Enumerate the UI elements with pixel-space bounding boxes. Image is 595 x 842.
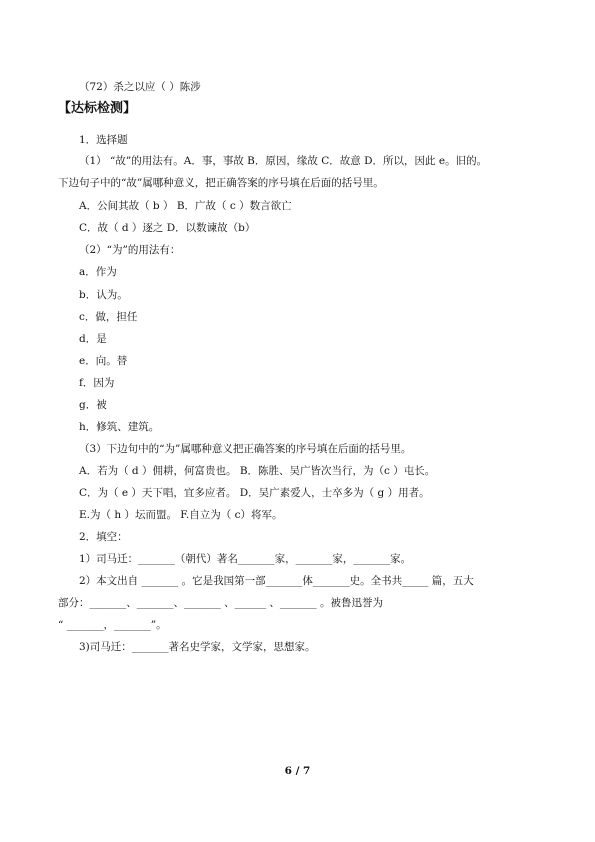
q1-part1-row1: A．公间其故（ b ） B．广故（ c ）数言欲亡 (79, 200, 292, 212)
q1-part2-intro: （2）“为”的用法有： (79, 244, 181, 256)
q2-line2: 2）本文出自 _______ 。它是我国第一部_______体_______史。全书共_____ 篇，五大 (79, 575, 474, 587)
q1-part1-intro-a: （1） “故”的用法有。A．事，事故 B．原因，缘故 C．故意 D．所以，因此 e。旧的。 (79, 155, 488, 167)
meaning-item: g．被 (79, 399, 107, 411)
meaning-item: b．认为。 (79, 289, 128, 301)
q1-part3-intro: （3）下边句中的“为”属哪种意义把正确答案的序号填在后面的括号里。 (79, 443, 412, 455)
q1-part1-intro-b: 下边句子中的“故”属哪种意义，把正确答案的序号填在后面的括号里。 (58, 177, 384, 189)
section-heading: 【达标检测】 (58, 101, 137, 116)
q2-line3: 部分：_______、_______、_______ 、______ 、_______ 。被鲁迅誉为 (58, 597, 384, 609)
q2-line1: 1）司马迁：_______（朝代）著名_______家，_______家，_______家。 (79, 553, 412, 565)
q2-line5: 3)司马迁：_______著名史学家，文学家，思想家。 (79, 641, 316, 653)
q2-title: 2．填空： (79, 531, 128, 543)
q1-part3-row2: C．为（ e ）天下唱，宜多应者。 D．吴广素爱人，士卒多为（ g ）用者。 (79, 487, 430, 499)
page-number: 6 / 7 (284, 765, 311, 777)
question-72-line: （72）杀之以应（ ）陈涉 (79, 81, 201, 93)
q1-part3-row1: A．若为（ d ）佣耕，何富贵也。 B．陈胜、吴广皆次当行，为（c ）屯长。 (79, 465, 436, 477)
meaning-item: d．是 (79, 333, 107, 345)
meaning-item: e．向。替 (79, 355, 128, 367)
q1-title: 1．选择题 (79, 134, 128, 146)
q1-part3-row3: E.为（ h ）坛而盟。 F.自立为（ c）将军。 (79, 509, 283, 521)
q2-line4: “ _______，_______”。 (58, 619, 167, 631)
meaning-item: c．做，担任 (79, 311, 138, 323)
q1-part1-row2: C．故（ d ）逐之 D．以数谏故（b） (79, 222, 256, 234)
meaning-item: h．修筑、建筑。 (79, 421, 160, 433)
meaning-item: f．因为 (79, 377, 115, 389)
meaning-item: a．作为 (79, 266, 117, 278)
